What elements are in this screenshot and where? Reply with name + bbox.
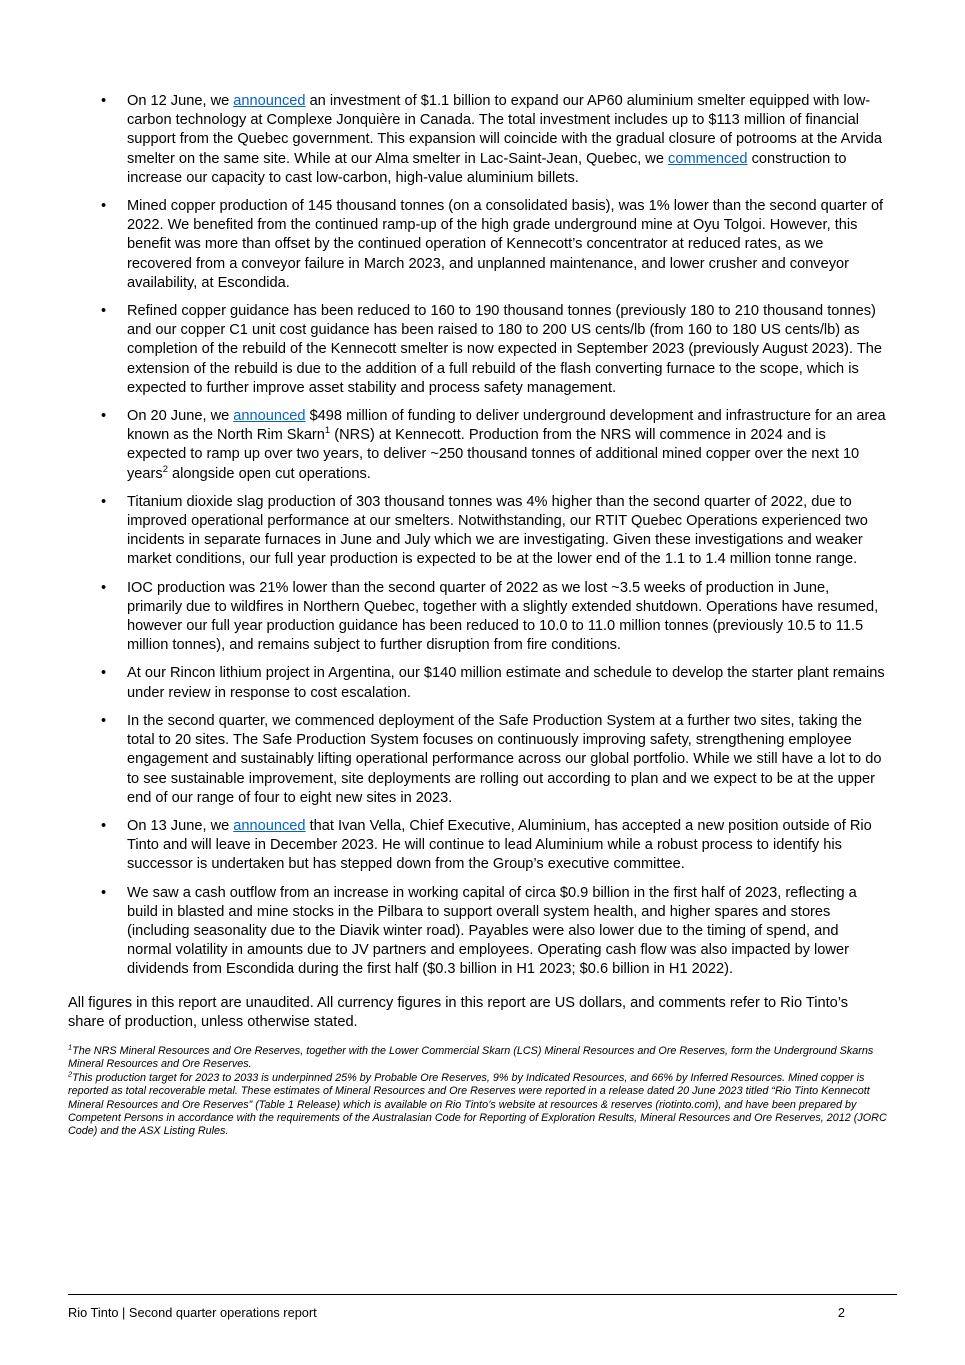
- footnotes-section: [68, 1042, 887, 1139]
- footnote-item: $^1$The NRS Mineral Resources and Ore Reserves, together with the Lower Commercial Skarn (LCS) Mineral Resources and Ore Reserves, form the Underground Skarns Mineral Resources and Ore Reserves.: [68, 1042, 874, 1071]
- footnote-number: 2: [68, 1069, 73, 1079]
- bullet-item: • On 13 June, we announced that Ivan Vella, Chief Executive, Aluminium, has accepted a new position outside of Rio Tinto and will leave in December 2023. He will continue to lead Aluminium while a robust process to identify his successor is undertaken but has stepped down from the Group’s executive committee.: [68, 817, 887, 875]
- bullet-item: • On 20 June, we announced $498 million of funding to deliver underground development and infrastructure for an area known as the North Rim Skarn$^1$ (NRS) at Kennecott. Production from the NRS will commence in 2024 and is expected to ramp up over two years, to deliver ~250 thousand tonnes of additional mined copper over the next 10 years$^2$ alongside open cut operations.: [68, 407, 887, 484]
- inline-link[interactable]: commenced: [668, 150, 748, 167]
- bullet-item: • At our Rincon lithium project in Argentina, our $140 million estimate and schedule to develop the starter plant remains under review in response to cost escalation.: [68, 664, 887, 702]
- bullet-item: • Titanium dioxide slag production of 303 thousand tonnes was 4% higher than the second quarter of 2022, due to improved operational performance at our smelters. Notwithstanding, our RTIT Quebec Operations experienced two incidents in separate furnaces in June and July which we are investigating. Given these investigations and weaker market conditions, our full year production is expected to be at the lower end of the 1.1 to 1.4 million tonne range.: [68, 493, 887, 570]
- bullet-item: • In the second quarter, we commenced deployment of the Safe Production System at a further two sites, taking the total to 20 sites. The Safe Production System focuses on continuously improving safety, strengthening employee engagement and sustainably lifting operational performance across our global portfolio. While we still have a lot to do to see sustainable improvement, site deployments are rolling out according to plan and we expect to be at the upper end of our range of four to eight new sites in 2023.: [68, 712, 887, 808]
- footer-title: Rio Tinto | Second quarter operations report: [68, 1305, 317, 1320]
- bullet-list: [68, 92, 887, 980]
- inline-link[interactable]: announced: [233, 817, 306, 834]
- inline-link[interactable]: announced: [233, 408, 306, 425]
- closing-paragraph: All figures in this report are unaudited. All currency figures in this report are US dollars, and comments refer to Rio Tinto’s share of production, unless otherwise stated.: [68, 994, 849, 1030]
- bullet-item: • We saw a cash outflow from an increase in working capital of circa $0.9 billion in the first half of 2023, reflecting a build in blasted and mine stocks in the Pilbara to support overall system health, and higher spares and stores (including seasonality due to the Diavik winter road). Payables were also lower due to the timing of spend, and normal volatility in amounts due to JV partners and employees. Operating cash flow was also impacted by lower dividends from Escondida during the first half ($0.3 billion in H1 2023; $0.6 billion in H1 2022).: [68, 884, 887, 980]
- footnote-reference: 2: [162, 463, 168, 475]
- footnote-item: $^2$This production target for 2023 to 2033 is underpinned 25% by Probable Ore Reserves, 9% by Indicated Resources, and 66% by Inferred Resources. Mined copper is reported as total recoverable metal. These estimates of Mineral Resources and Ore Reserves were reported in a release dated 20 June 2023 titled “Rio Tinto Kennecott Mineral Resources and Ore Reserves” (Table 1 Release) which is available on Rio Tinto’s website at resources & reserves (riotinto.com), and have been prepared by Competent Persons in accordance with the requirements of the Australasian Code for Reporting of Exploration Results, Mineral Resources and Ore Reserves, 2012 (JORC Code) and the ASX Listing Rules.: [68, 1069, 887, 1138]
- footer-row: [68, 1295, 897, 1320]
- bullet-item: • Mined copper production of 145 thousand tonnes (on a consolidated basis), was 1% lower than the second quarter of 2022. We benefited from the continued ramp-up of the high grade underground mine at Oyu Tolgoi. However, this benefit was more than offset by the continued operation of Kennecott’s concentrator at reduced rates, as we recovered from a conveyor failure in March 2023, and unplanned maintenance, and lower crusher and conveyor availability, at Escondida.: [68, 197, 887, 293]
- bullet-item: • On 12 June, we announced an investment of $1.1 billion to expand our AP60 aluminium smelter equipped with low-carbon technology at Complexe Jonquière in Canada. The total investment includes up to $113 million of financial support from the Quebec government. This expansion will coincide with the gradual closure of potrooms at the Arvida smelter on the same site. While at our Alma smelter in Lac-Saint-Jean, Quebec, we commenced construction to increase our capacity to cast low-carbon, high-value aluminium billets.: [68, 92, 887, 188]
- bullet-item: • IOC production was 21% lower than the second quarter of 2022 as we lost ~3.5 weeks of production in June, primarily due to wildfires in Northern Quebec, together with a slightly extended shutdown. Operations have resumed, however our full year production guidance has been reduced to 10.0 to 11.0 million tonnes (previously 10.5 to 11.5 million tonnes), and remains subject to further disruption from fire conditions.: [68, 579, 887, 656]
- page-number: 2: [837, 1305, 845, 1320]
- page-footer: [68, 1294, 897, 1320]
- bullet-item: • Refined copper guidance has been reduced to 160 to 190 thousand tonnes (previously 180 to 210 thousand tonnes) and our copper C1 unit cost guidance has been raised to 180 to 200 US cents/lb (from 160 to 180 US cents/lb) as completion of the rebuild of the Kennecott smelter is now expected in September 2023 (previously August 2023). The extension of the rebuild is due to the addition of a full rebuild of the flash converting furnace to the scope, which is expected to further improve asset stability and process safety management.: [68, 302, 887, 398]
- inline-link[interactable]: announced: [233, 93, 306, 109]
- footnote-number: 1: [68, 1042, 73, 1052]
- footnote-reference: 1: [324, 425, 331, 437]
